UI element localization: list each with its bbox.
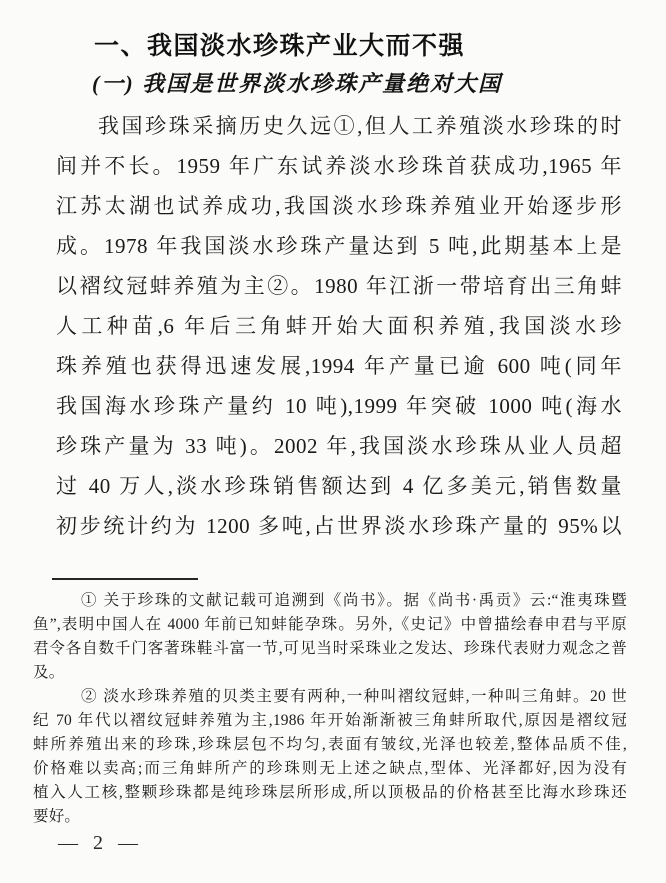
body-line: 成。1978 年我国淡水珍珠产量达到 5 吨,此期基本上是: [56, 234, 622, 258]
footnote-1-line: ① 关于珍珠的文献记载可追溯到《尚书》。据《尚书·禹贡》云:“淮夷珠暨: [81, 592, 627, 609]
footnote-2-line: 植入人工核,整颗珍珠都是纯珍珠层所形成,所以顶极品的价格甚至比海水珍珠还: [33, 784, 627, 801]
footnote-2-line: 价格难以卖高;而三角蚌所产的珍珠则无上述之缺点,型体、光泽都好,因为没有: [33, 760, 627, 777]
body-line: 我国珍珠采摘历史久远①,但人工养殖淡水珍珠的时: [98, 114, 622, 138]
footnotes: [33, 589, 627, 829]
body-line: 以褶纹冠蚌养殖为主②。1980 年江浙一带培育出三角蚌: [56, 274, 622, 298]
body-line: 间并不长。1959 年广东试养淡水珍珠首获成功,1965 年: [56, 154, 622, 178]
footnote-1-line: 鱼”,表明中国人在 4000 年前已知蚌能孕珠。另外,《史记》中曾描绘春申君与平原: [33, 616, 627, 633]
footnote-1-line: 及。: [33, 664, 65, 681]
body-line: 初步统计约为 1200 多吨,占世界淡水珍珠产量的 95%以: [56, 514, 622, 538]
body-paragraph: [56, 106, 622, 546]
section-heading: 一、我国淡水珍珠产业大而不强: [94, 32, 466, 60]
body-line: 珠养殖也获得迅速发展,1994 年产量已逾 600 吨(同年: [56, 354, 622, 378]
body-line: 珍珠产量为 33 吨)。2002 年,我国淡水珍珠从业人员超: [56, 434, 622, 458]
subsection-heading: (一) 我国是世界淡水珍珠产量绝对大国: [92, 71, 503, 96]
body-line: 过 40 万人,淡水珍珠销售额达到 4 亿多美元,销售数量: [56, 474, 622, 498]
page-number: — 2 —: [58, 832, 138, 854]
footnote-2-line: ② 淡水珍珠养殖的贝类主要有两种,一种叫褶纹冠蚌,一种叫三角蚌。20 世: [81, 688, 627, 705]
footnote-2-line: 纪 70 年代以褶纹冠蚌养殖为主,1986 年开始渐渐被三角蚌所取代,原因是褶纹冠: [33, 712, 627, 729]
body-line: 我国海水珍珠产量约 10 吨),1999 年突破 1000 吨(海水: [56, 394, 622, 418]
body-line: 人工种苗,6 年后三角蚌开始大面积养殖,我国淡水珍: [56, 314, 622, 338]
footnote-2-line: 蚌所养殖出来的珍珠,珍珠层包不均匀,表面有皱纹,光泽也较差,整体品质不佳,: [33, 736, 627, 753]
footnote-2-line: 要好。: [33, 808, 81, 825]
footnote-1-line: 君令各自数千门客著珠鞋斗富一节,可见当时采珠业之发达、珍珠代表财力观念之普: [33, 640, 627, 657]
footnote-separator: [52, 578, 198, 580]
body-line: 江苏太湖也试养成功,我国淡水珍珠养殖业开始逐步形: [56, 194, 622, 218]
